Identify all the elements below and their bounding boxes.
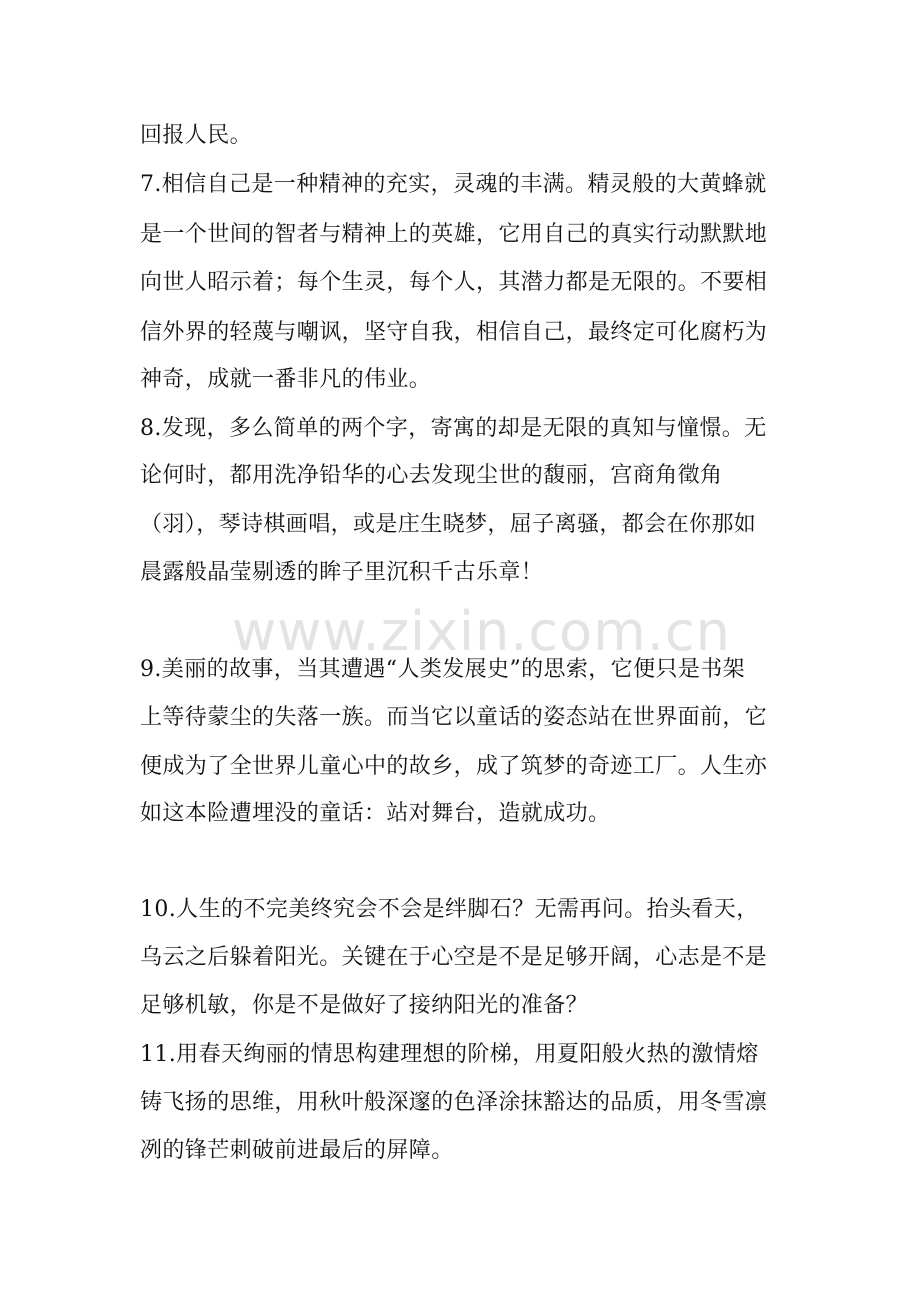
text-line: 晨露般晶莹剔透的眸子里沉积千古乐章！ bbox=[140, 560, 544, 585]
text-line: 便成为了全世界儿童心中的故乡，成了筑梦的奇迹工厂。人生亦 bbox=[140, 754, 768, 779]
text-line: 向世人昭示着；每个生灵，每个人，其潜力都是无限的。不要相 bbox=[140, 270, 768, 295]
text-line: 足够机敏，你是不是做好了接纳阳光的准备？ bbox=[140, 993, 589, 1018]
text-line: 信外界的轻蔑与嘲讽，坚守自我，相信自己，最终定可化腐朽为 bbox=[140, 320, 768, 345]
text-line: 7.相信自己是一种精神的充实，灵魂的丰满。精灵般的大黄蜂就 bbox=[140, 172, 767, 197]
text-line: 是一个世间的智者与精神上的英雄，它用自己的真实行动默默地 bbox=[140, 222, 768, 247]
text-line: 论何时，都用洗净铅华的心去发现尘世的馥丽，宫商角徵角 bbox=[140, 463, 723, 488]
text-line: 冽的锋芒刺破前进最后的屏障。 bbox=[140, 1138, 454, 1163]
text-line: 11.用春天绚丽的情思构建理想的阶梯，用夏阳般火热的激情熔 bbox=[140, 1042, 759, 1067]
text-line: 铸飞扬的思维，用秋叶般深邃的色泽涂抹豁达的品质，用冬雪凛 bbox=[140, 1090, 768, 1115]
text-line: 9.美丽的故事，当其遭遇“人类发展史”的思索，它便只是书架 bbox=[140, 657, 746, 682]
text-line: 如这本险遭埋没的童话：站对舞台，造就成功。 bbox=[140, 801, 611, 826]
text-line: 乌云之后躲着阳光。关键在于心空是不是足够开阔，心志是不是 bbox=[140, 945, 768, 970]
watermark-text: www.zixin.com.cn bbox=[232, 600, 731, 663]
text-line: 10.人生的不完美终究会不会是绊脚石？无需再问。抬头看天， bbox=[140, 897, 759, 922]
text-line: 回报人民。 bbox=[140, 123, 253, 148]
text-line: （羽），琴诗棋画唱，或是庄生晓梦，屈子离骚，都会在你那如 bbox=[140, 512, 757, 537]
text-line: 神奇，成就一番非凡的伟业。 bbox=[140, 367, 432, 392]
text-line: 8.发现，多么简单的两个字，寄寓的却是无限的真知与憧憬。无 bbox=[140, 416, 767, 441]
text-line: 上等待蒙尘的失落一族。而当它以童话的姿态站在世界面前，它 bbox=[140, 705, 768, 730]
